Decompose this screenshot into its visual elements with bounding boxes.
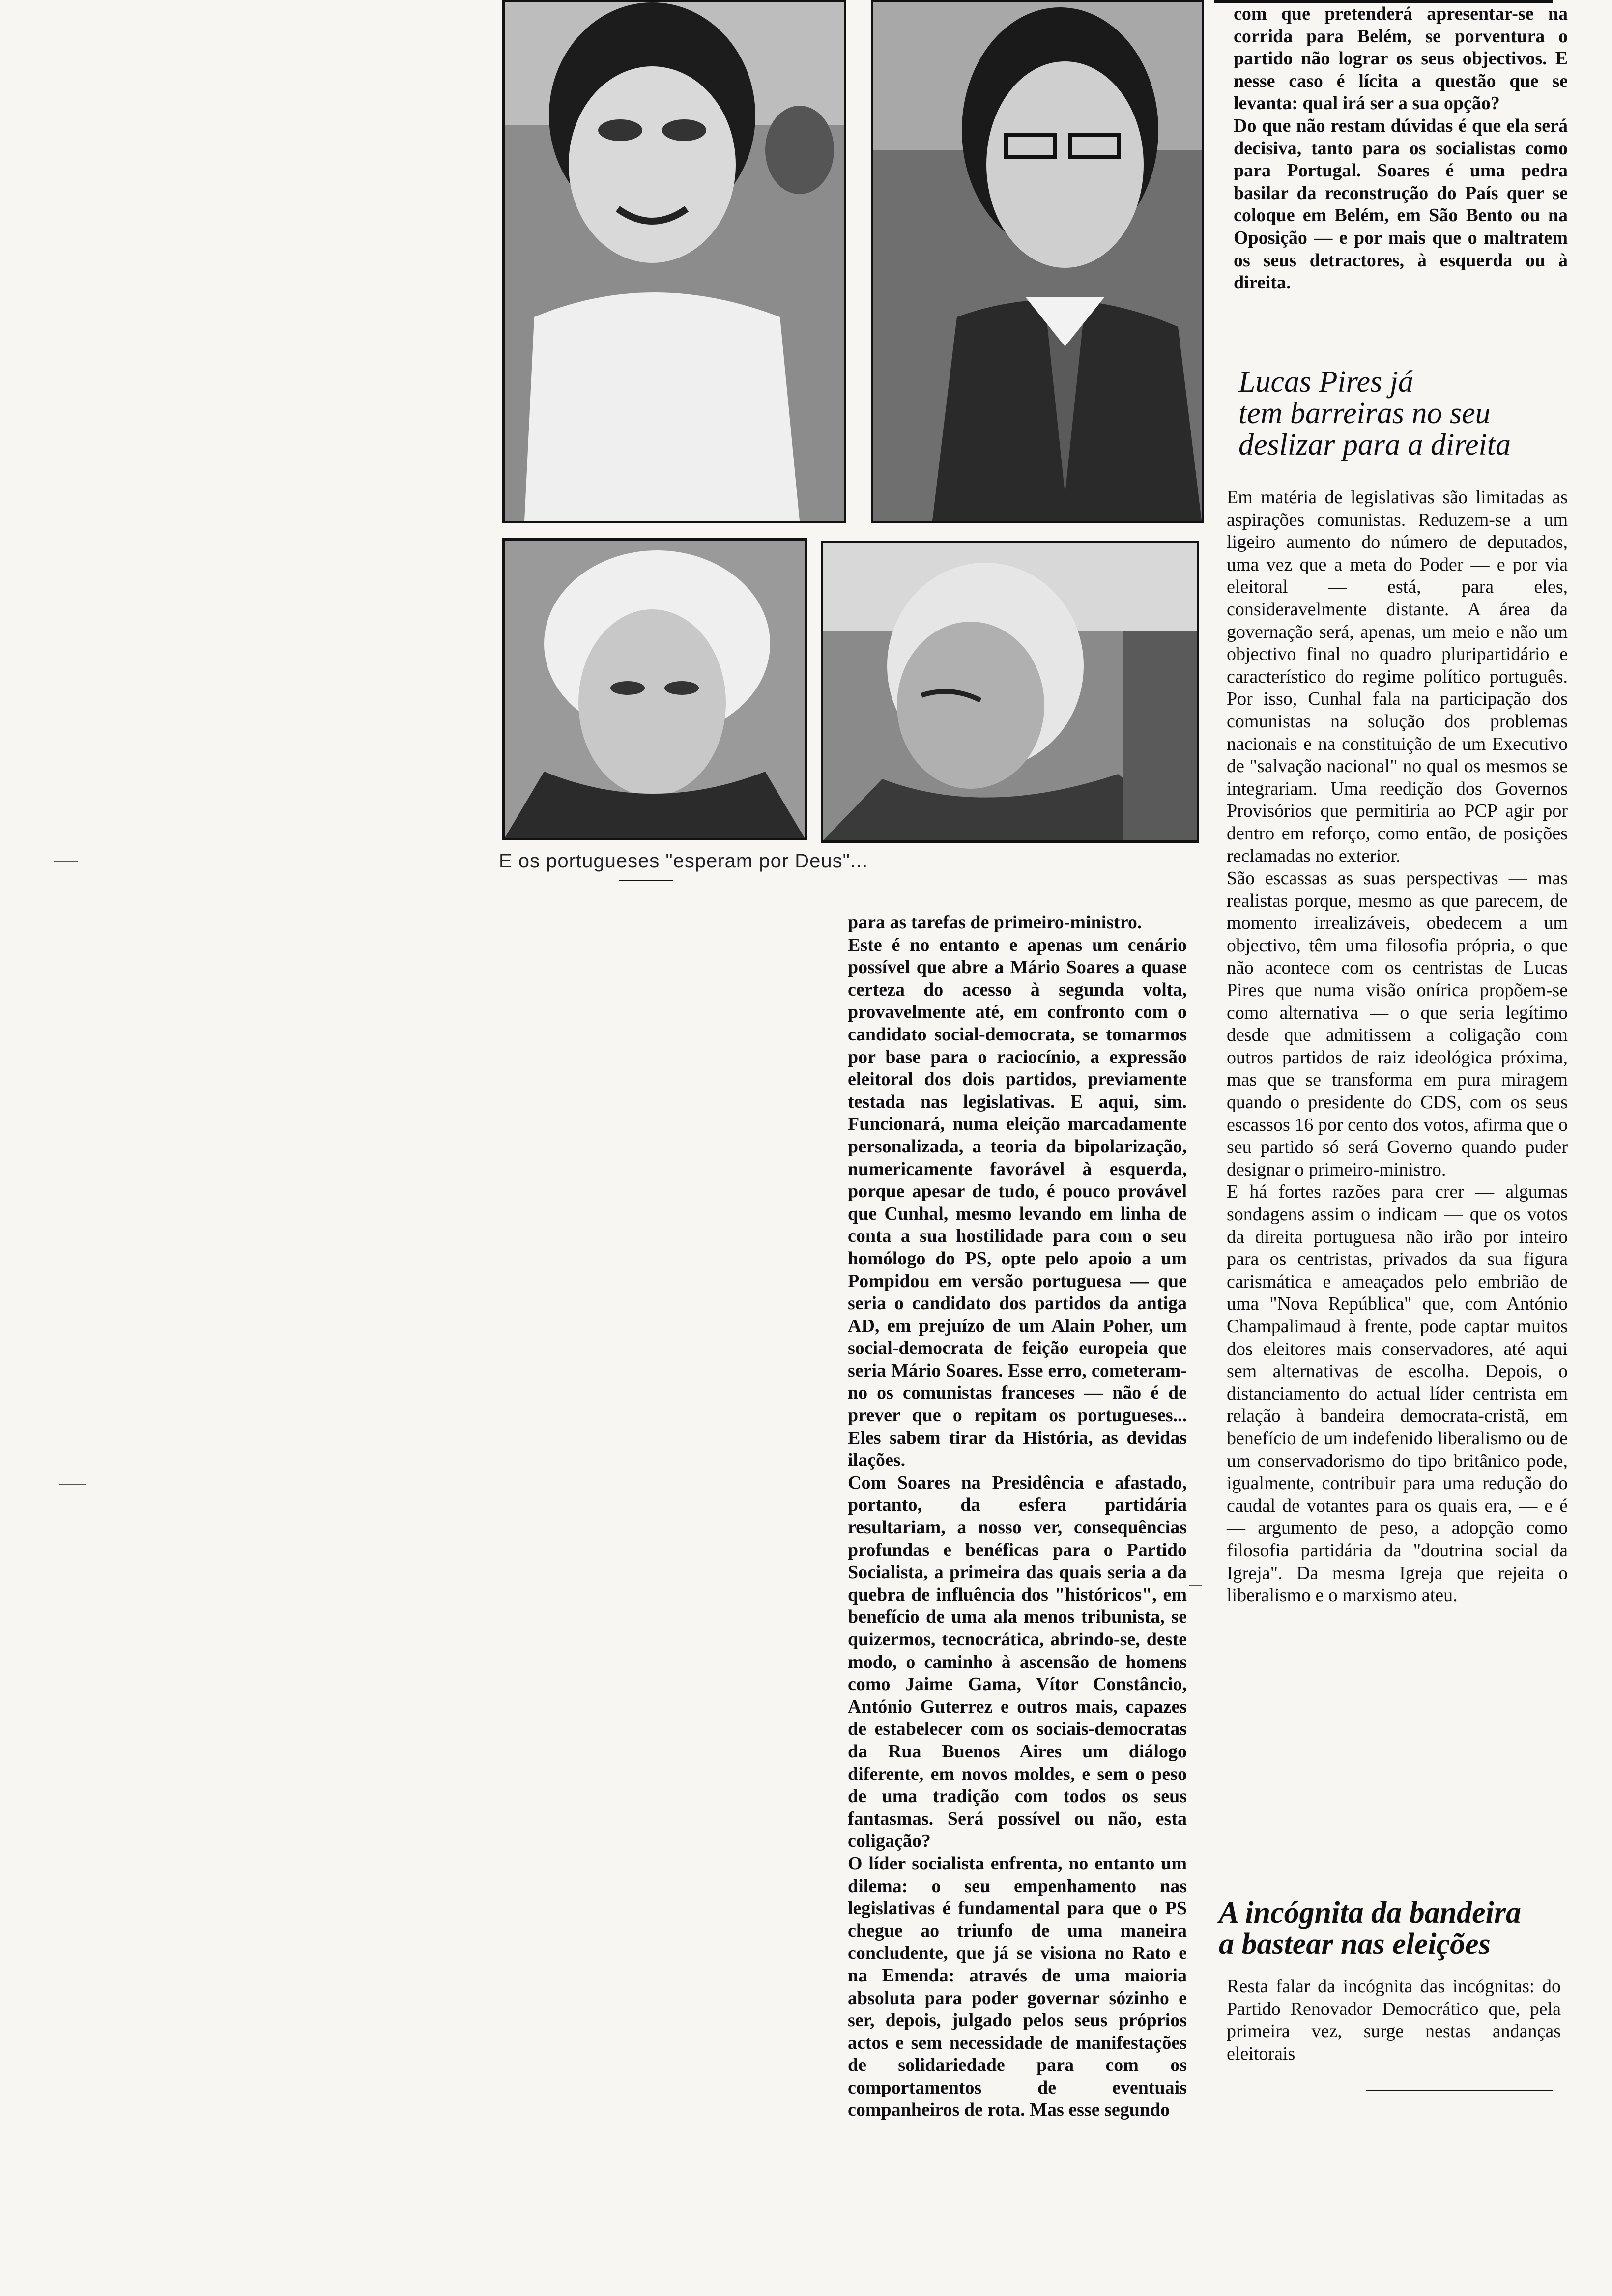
- portrait-woman-icon: [505, 2, 844, 521]
- portrait-man-icon: [505, 541, 805, 838]
- caption-underline: [619, 880, 673, 881]
- article-column-right-top: com que pretenderá apresentar-se na corrida para Belém, se porventura o partido não lograr os seus objectivos. E nesse caso é lícita a questão que se levanta: qual irá ser a sua opção? Do que não restam dúvidas é que ela será decisiva, tanto para os socialistas como para Portugal. Soares é uma pedra basilar da reconstrução do País quer se coloque em Belém, em São Bento ou na Oposição — e por mais que o maltratem os seus detractores, à esquerda ou à direita.: [1234, 3, 1568, 293]
- subheading-lucas-pires: Lucas Pires já tem barreiras no seu deslizar para a direita: [1238, 365, 1511, 461]
- scan-mark: [1189, 1585, 1202, 1586]
- subheading-incognita: A incógnita da bandeira a bastear nas eleições: [1219, 1896, 1521, 1961]
- article-column-middle: para as tarefas de primeiro-ministro. Este é no entanto e apenas um cenário possível que abre a Mário Soares a quase certeza do acesso à segunda volta, provavelmente até, em confronto com o candidato social-democrata, se tomarmos por base para o raciocínio, a expressão eleitoral dos dois partidos, previamente testada nas legislativas. E aqui, sim. Funcionará, numa eleição marcadamente personalizada, a teoria da bipolarização, numericamente favorável à esquerda, porque apesar de tudo, é pouco provável que Cunhal, mesmo levando em linha de conta a sua hostilidade para com o seu homólogo do PS, opte pelo apoio a um Pompidou em versão portuguesa — que seria o candidato dos partidos da antiga AD, em prejuízo de um Alain Poher, um social-democrata de feição europeia que seria Mário Soares. Esse erro, cometeram-no os comunistas franceses — não é de prever que o repitam os portugueses... Eles sabem tirar da História, as devidas ilações. Com Soares na Presidência e afastado, portanto, da esfera partidária resultariam, a nosso ver, consequências profundas e benéficas para o Partido Socialista, a primeira das quais seria a da quebra de influência dos "históricos", em benefício de uma ala menos tribunista, se quizermos, tecnocrática, abrindo-se, deste modo, o caminho à ascensão de homens como Jaime Gama, Vítor Constâncio, António Guterrez e outros mais, capazes de estabelecer com os sociais-democratas da Rua Buenos Aires um diálogo diferente, em novos moldes, e sem o peso de uma tradição com todos os seus fantasmas. Será possível ou não, esta coligação? O líder socialista enfrenta, no entanto um dilema: o seu empenhamento nas legislativas é fundamental para que o PS chegue ao triunfo de uma maneira concludente, que já se visiona no Rato e na Emenda: através de uma maioria absoluta para poder governar sózinho e ser, depois, julgado pelos seus próprios actos e sem necessidade de manifestações de solidariedade para com os comportamentos de eventuais companheiros de rota. Mas esse segundo: [848, 912, 1187, 2121]
- article-column-right-middle: Em matéria de legislativas são limitadas as aspirações comunistas. Reduzem-se a um ligeiro aumento do número de deputados, uma vez que a meta do Poder — e por via eleitoral — está, para eles, consideravelmente distante. A área da governação será, apenas, um meio e não um objectivo final no quadro pluripartidário e característico do regime político português. Por isso, Cunhal fala na participação dos comunistas na solução dos problemas nacionais e na constituição de um Executivo de "salvação nacional" no qual os mesmos se integrariam. Uma reedição dos Governos Provisórios que permitiria ao PCP agir por dentro em reforço, como então, de posições reclamadas no exterior. São escassas as suas perspectivas — mas realistas porque, mesmo as que parecem, de momento irrealizáveis, obedecem a um objectivo, têm uma filosofia própria, o que não acontece com os centristas de Lucas Pires que numa visão onírica propõem-se como alternativa — o que seria legítimo desde que admitissem a coligação com outros partidos de raiz ideológica próxima, mas que se transforma em pura miragem quando o presidente do CDS, com os seus escassos 16 por cento dos votos, afirma que o seu partido só será Governo quando puder designar o primeiro-ministro. E há fortes razões para crer — algumas sondagens assim o indicam — que os votos da direita portuguesa não irão por inteiro para os centristas, privados da sua figura carismática e ameaçados pelo embrião de uma "Nova República" que, com António Champalimaud à frente, pode captar muitos dos eleitores mais conservadores, até aqui sem alternativas de escolha. Depois, o distanciamento do actual líder centrista em relação à bandeira democrata-cristã, em benefício de um indefenido liberalismo ou de um conservadorismo do tipo britânico pode, igualmente, contribuir para uma redução do caudal de votantes para os quais era, — e é — argumento de peso, a adopção como filosofia partidária da "doutrina social da Igreja". Da mesma Igreja que rejeita o liberalismo e o marxismo ateu.: [1227, 487, 1568, 1606]
- photo-elderly-man-portrait: [821, 541, 1199, 843]
- photo-man-glasses-portrait: [871, 0, 1204, 523]
- photo-man-portrait: [502, 538, 807, 840]
- portrait-man-glasses-icon: [873, 2, 1202, 521]
- photo-woman-portrait: [502, 0, 846, 523]
- scan-mark: [54, 861, 78, 862]
- photo-caption: E os portugueses "esperam por Deus"...: [499, 850, 868, 872]
- portrait-elderly-man-icon: [823, 543, 1197, 840]
- article-column-right-bottom: Resta falar da incógnita das incógnitas: do Partido Renovador Democrático que, pela primeira vez, surge nestas andanças eleitorais: [1227, 1976, 1561, 2064]
- scan-mark: [59, 1484, 86, 1485]
- column-end-rule: [1366, 2090, 1553, 2091]
